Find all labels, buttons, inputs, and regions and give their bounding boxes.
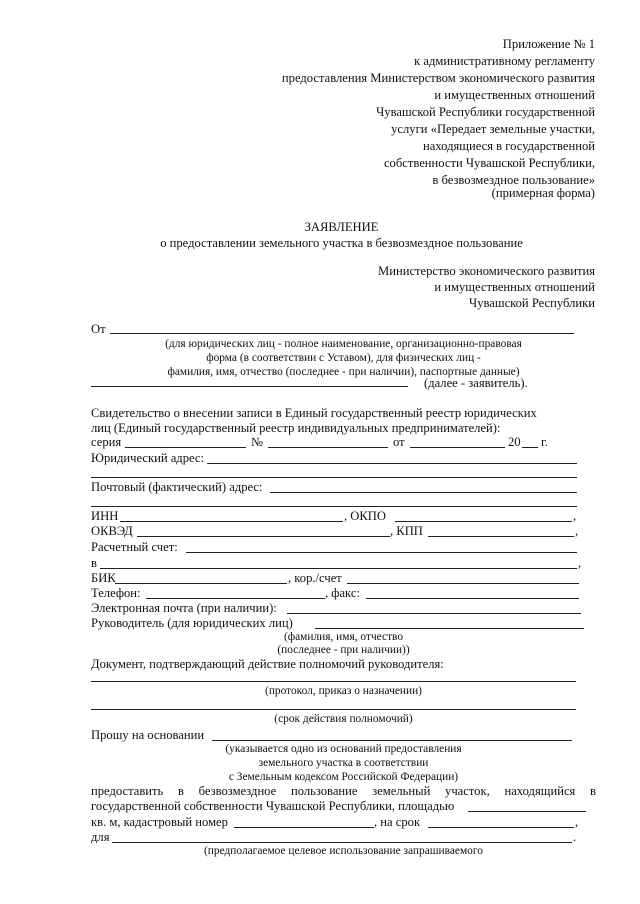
from-label: От (91, 322, 106, 336)
legal-address-label: Юридический адрес: (91, 451, 204, 465)
account-label: Расчетный счет: (91, 540, 178, 554)
phone-label: Телефон: (91, 586, 141, 600)
document-subtitle: о предоставлении земельного участка в безвозмездное пользование (160, 236, 523, 250)
request-hint-2: земельного участка в соответствии (258, 757, 429, 769)
corr-account-label: , кор./счет (288, 571, 342, 585)
purpose-field[interactable] (112, 842, 572, 843)
term-field[interactable] (428, 827, 574, 828)
date-from-label: от (393, 435, 405, 449)
series-label: серия (91, 435, 122, 449)
form-note: (примерная форма) (491, 186, 595, 200)
postal-address-field-2[interactable] (91, 506, 577, 507)
okved-field[interactable] (137, 536, 390, 537)
appendix-line-5: Чувашской Республики государственной (376, 105, 595, 119)
authority-term-field[interactable] (91, 709, 576, 710)
kpp-label: , КПП (390, 524, 423, 538)
account-field[interactable] (186, 552, 577, 553)
appendix-line-9: в безвозмездное пользование» (432, 173, 595, 187)
inn-field[interactable] (120, 521, 343, 522)
okpo-comma: , (573, 509, 577, 523)
head-label: Руководитель (для юридических лиц) (91, 616, 293, 630)
kpp-field[interactable] (428, 536, 574, 537)
head-field[interactable] (315, 628, 584, 629)
okpo-label: , ОКПО (344, 509, 386, 523)
authority-hint-2: (срок действия полномочий) (274, 713, 413, 725)
request-label: Прошу на основании (91, 728, 205, 742)
appendix-line-1: Приложение № 1 (502, 37, 595, 51)
fax-label: , факс: (325, 586, 360, 600)
from-field[interactable] (110, 333, 574, 334)
cadastral-label: кв. м, кадастровый номер (91, 815, 228, 829)
request-hint-1: (указывается одно из оснований предоставления (225, 743, 462, 755)
registry-line-1: Свидетельство о внесении записи в Единый государственный реестр юридических (91, 406, 537, 420)
appendix-line-4: и имущественных отношений (434, 88, 595, 102)
corr-account-field[interactable] (347, 583, 579, 584)
area-field[interactable] (468, 811, 586, 812)
fax-field[interactable] (366, 598, 579, 599)
appendix-line-2: к административному регламенту (414, 54, 595, 68)
authority-field[interactable] (91, 681, 576, 682)
from-hint-3: фамилия, имя, отчество (последнее - при наличии), паспортные данные) (167, 366, 520, 378)
bik-field[interactable] (115, 583, 287, 584)
from-hint-1: (для юридических лиц - полное наименование, организационно-правовая (165, 338, 522, 350)
year-field[interactable] (522, 447, 538, 448)
request-hint-3: с Земельным кодексом Российской Федерации) (228, 771, 459, 783)
okpo-field[interactable] (395, 521, 572, 522)
okved-label: ОКВЭД (91, 524, 133, 538)
legal-address-field-2[interactable] (91, 477, 577, 478)
phone-field[interactable] (146, 598, 325, 599)
head-hint-2: (последнее - при наличии)) (277, 644, 410, 656)
year-suffix: г. (541, 435, 548, 449)
appendix-line-8: собственности Чувашской Республики, (383, 156, 595, 170)
purpose-hint: (предполагаемое целевое использование запрашиваемого (204, 845, 483, 857)
purpose-period: . (573, 830, 577, 844)
term-comma: , (575, 815, 579, 829)
bank-field[interactable] (100, 568, 577, 569)
inn-label: ИНН (91, 509, 119, 523)
email-label: Электронная почта (при наличии): (91, 601, 277, 615)
legal-address-field[interactable] (207, 463, 577, 464)
kpp-comma: , (575, 524, 579, 538)
bik-label: БИК (91, 571, 116, 585)
bank-label: в (91, 556, 97, 570)
addressee-line-2: и имущественных отношений (434, 280, 595, 294)
appendix-line-6: услуги «Передает земельные участки, (391, 122, 595, 136)
authority-label: Документ, подтверждающий действие полномочий руководителя: (91, 657, 444, 671)
state-property-label: государственной собственности Чувашской Республики, площадью (91, 799, 455, 813)
term-label: , на срок (374, 815, 421, 829)
cadastral-field[interactable] (234, 827, 374, 828)
number-field[interactable] (268, 447, 388, 448)
appendix-line-3: предоставления Министерством экономического развития (281, 71, 595, 85)
provide-line: предоставить в безвозмездное пользование земельный участок, находящийся в (91, 784, 596, 798)
authority-hint-1: (протокол, приказ о назначении) (265, 685, 422, 697)
number-label: № (251, 435, 264, 449)
postal-address-field[interactable] (270, 492, 577, 493)
addressee-line-1: Министерство экономического развития (378, 264, 595, 278)
series-field[interactable] (125, 447, 246, 448)
request-basis-field[interactable] (212, 740, 572, 741)
for-label: для (91, 830, 110, 844)
bank-comma: , (578, 556, 582, 570)
applicant-field[interactable] (91, 386, 408, 387)
year-label: 20 (508, 435, 521, 449)
appendix-line-7: находящиеся в государственной (422, 139, 595, 153)
email-field[interactable] (287, 613, 581, 614)
from-hint-2: форма (в соответствии с Уставом), для физических лиц - (206, 352, 481, 364)
document-title: ЗАЯВЛЕНИЕ (304, 220, 379, 234)
registry-line-2: лиц (Единый государственный реестр индивидуальных предпринимателей): (91, 421, 501, 435)
date-field[interactable] (410, 447, 505, 448)
addressee-line-3: Чувашской Республики (469, 296, 595, 310)
postal-address-label: Почтовый (фактический) адрес: (91, 480, 263, 494)
head-hint-1: (фамилия, имя, отчество (283, 631, 404, 643)
applicant-suffix: (далее - заявитель). (424, 376, 528, 390)
